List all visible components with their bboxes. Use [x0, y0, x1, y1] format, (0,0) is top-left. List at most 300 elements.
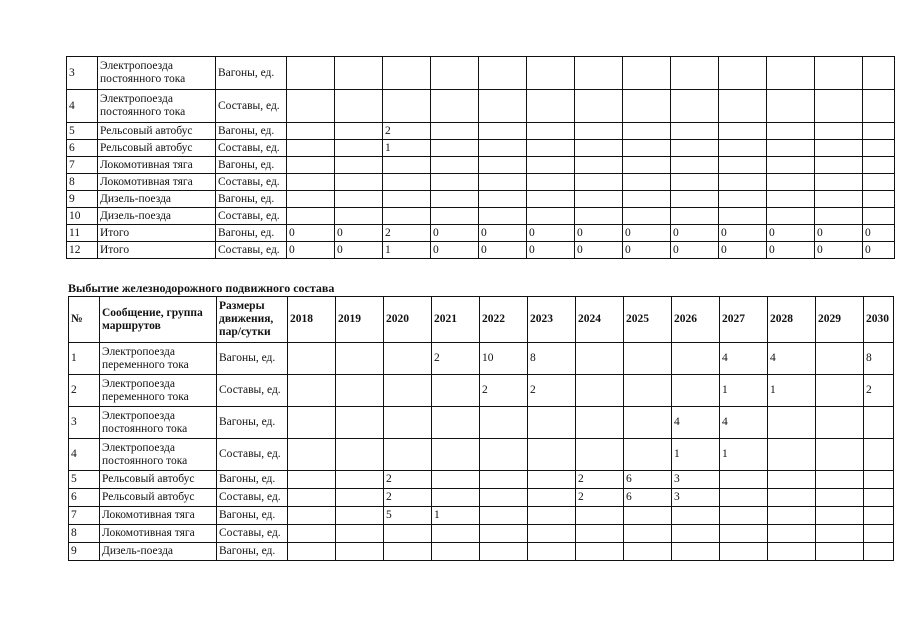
year-value [768, 439, 816, 471]
year-value [624, 439, 672, 471]
year-value: 0 [527, 225, 575, 242]
year-value: 2 [383, 225, 431, 242]
year-value [335, 123, 383, 140]
year-value [767, 174, 815, 191]
year-value [768, 489, 816, 507]
unit: Составы, ед. [216, 208, 287, 225]
year-value: 8 [528, 343, 576, 375]
year-value [768, 407, 816, 439]
row-number: 6 [69, 489, 100, 507]
year-value [815, 140, 863, 157]
year-value [864, 525, 894, 543]
route-name: Рельсовый автобус [100, 489, 217, 507]
header-year: 2019 [336, 297, 384, 343]
year-value [335, 208, 383, 225]
header-number: № [69, 297, 100, 343]
year-value: 0 [335, 242, 383, 259]
year-value [815, 174, 863, 191]
year-value [335, 57, 383, 90]
unit: Вагоны, ед. [217, 343, 288, 375]
header-year: 2025 [624, 297, 672, 343]
year-value [384, 343, 432, 375]
year-value: 3 [672, 471, 720, 489]
row-number: 8 [67, 174, 98, 191]
table-row [69, 439, 894, 471]
year-value: 0 [671, 225, 719, 242]
year-value [767, 140, 815, 157]
year-value: 2 [576, 471, 624, 489]
year-value: 2 [528, 375, 576, 407]
year-value: 1 [720, 439, 768, 471]
year-value [624, 375, 672, 407]
year-value [431, 191, 479, 208]
unit: Вагоны, ед. [216, 225, 287, 242]
year-value [719, 123, 767, 140]
year-value: 0 [479, 225, 527, 242]
year-value [767, 157, 815, 174]
year-value [527, 140, 575, 157]
route-name: Дизель-поезда [98, 208, 216, 225]
year-value [864, 507, 894, 525]
year-value: 4 [720, 407, 768, 439]
year-value: 0 [431, 242, 479, 259]
year-value [336, 543, 384, 561]
year-value [479, 208, 527, 225]
year-value: 4 [672, 407, 720, 439]
year-value [671, 191, 719, 208]
table-row [67, 208, 895, 225]
year-value [816, 489, 864, 507]
year-value [671, 157, 719, 174]
unit: Вагоны, ед. [216, 57, 287, 90]
year-value [527, 174, 575, 191]
year-value [623, 90, 671, 123]
year-value [575, 208, 623, 225]
year-value [816, 471, 864, 489]
year-value: 0 [335, 225, 383, 242]
year-value [431, 57, 479, 90]
year-value [719, 208, 767, 225]
year-value [767, 191, 815, 208]
table-row [67, 174, 895, 191]
table-row [69, 507, 894, 525]
year-value [383, 191, 431, 208]
table-row [67, 57, 895, 90]
year-value [864, 489, 894, 507]
route-name: Итого [98, 242, 216, 259]
year-value [527, 191, 575, 208]
year-value: 1 [383, 140, 431, 157]
year-value [432, 471, 480, 489]
year-value: 0 [287, 242, 335, 259]
year-value: 8 [864, 343, 894, 375]
unit: Вагоны, ед. [217, 407, 288, 439]
row-number: 3 [67, 57, 98, 90]
route-name: Электропоезда постоянного тока [98, 90, 216, 123]
table-row [67, 140, 895, 157]
route-name: Локомотивная тяга [100, 507, 217, 525]
year-value [384, 525, 432, 543]
year-value: 0 [719, 225, 767, 242]
table-row [69, 543, 894, 561]
year-value: 2 [480, 375, 528, 407]
year-value [480, 507, 528, 525]
year-value [624, 543, 672, 561]
year-value [576, 507, 624, 525]
year-value [336, 343, 384, 375]
year-value [671, 123, 719, 140]
year-value: 0 [287, 225, 335, 242]
year-value [816, 439, 864, 471]
year-value [672, 525, 720, 543]
year-value [527, 123, 575, 140]
year-value [671, 208, 719, 225]
year-value [335, 90, 383, 123]
year-value [335, 140, 383, 157]
year-value [287, 157, 335, 174]
year-value [479, 174, 527, 191]
year-value [815, 123, 863, 140]
year-value: 0 [479, 242, 527, 259]
year-value [287, 57, 335, 90]
route-name: Электропоезда постоянного тока [100, 439, 217, 471]
year-value [431, 90, 479, 123]
year-value [383, 90, 431, 123]
table-row [67, 191, 895, 208]
year-value: 0 [623, 225, 671, 242]
year-value [480, 489, 528, 507]
unit: Составы, ед. [217, 439, 288, 471]
year-value [335, 191, 383, 208]
year-value [671, 140, 719, 157]
year-value: 1 [432, 507, 480, 525]
year-value [672, 343, 720, 375]
row-number: 7 [67, 157, 98, 174]
year-value [383, 57, 431, 90]
year-value [432, 375, 480, 407]
year-value [432, 489, 480, 507]
year-value [527, 208, 575, 225]
year-value [623, 140, 671, 157]
row-number: 2 [69, 375, 100, 407]
row-number: 4 [69, 439, 100, 471]
year-value [384, 439, 432, 471]
table-row [67, 242, 895, 259]
route-name: Локомотивная тяга [100, 525, 217, 543]
unit: Вагоны, ед. [216, 191, 287, 208]
year-value: 0 [863, 225, 895, 242]
row-number: 12 [67, 242, 98, 259]
year-value [288, 489, 336, 507]
row-number: 5 [69, 471, 100, 489]
route-name: Дизель-поезда [100, 543, 217, 561]
year-value [720, 489, 768, 507]
year-value: 2 [384, 489, 432, 507]
year-value [623, 191, 671, 208]
year-value [815, 157, 863, 174]
unit: Составы, ед. [217, 375, 288, 407]
rolling-stock-table-continued [66, 56, 895, 259]
year-value [432, 525, 480, 543]
route-name: Электропоезда постоянного тока [98, 57, 216, 90]
year-value [863, 208, 895, 225]
year-value [575, 123, 623, 140]
year-value [336, 507, 384, 525]
year-value [527, 157, 575, 174]
year-value [816, 525, 864, 543]
year-value [431, 174, 479, 191]
year-value [287, 191, 335, 208]
unit: Составы, ед. [216, 140, 287, 157]
year-value [863, 174, 895, 191]
year-value [479, 157, 527, 174]
rolling-stock-retirement-table [68, 296, 894, 561]
header-year: 2018 [288, 297, 336, 343]
year-value [527, 57, 575, 90]
year-value [288, 507, 336, 525]
year-value [623, 123, 671, 140]
table-row [69, 525, 894, 543]
year-value: 0 [719, 242, 767, 259]
year-value [576, 343, 624, 375]
year-value [816, 343, 864, 375]
header-year: 2028 [768, 297, 816, 343]
year-value [864, 439, 894, 471]
year-value [720, 471, 768, 489]
year-value [816, 375, 864, 407]
year-value [527, 90, 575, 123]
header-year: 2022 [480, 297, 528, 343]
year-value [432, 543, 480, 561]
row-number: 10 [67, 208, 98, 225]
unit: Вагоны, ед. [217, 471, 288, 489]
year-value [288, 343, 336, 375]
year-value [528, 507, 576, 525]
header-year: 2029 [816, 297, 864, 343]
year-value [815, 57, 863, 90]
unit: Вагоны, ед. [216, 123, 287, 140]
year-value [624, 343, 672, 375]
year-value [336, 375, 384, 407]
year-value [336, 525, 384, 543]
route-name: Электропоезда постоянного тока [100, 407, 217, 439]
year-value: 0 [815, 242, 863, 259]
route-name: Локомотивная тяга [98, 174, 216, 191]
year-value [383, 174, 431, 191]
row-number: 7 [69, 507, 100, 525]
year-value: 1 [383, 242, 431, 259]
table-row [69, 471, 894, 489]
table-row [69, 343, 894, 375]
row-number: 9 [69, 543, 100, 561]
year-value [479, 123, 527, 140]
year-value [335, 174, 383, 191]
year-value [815, 208, 863, 225]
year-value [288, 375, 336, 407]
year-value [575, 174, 623, 191]
year-value [719, 57, 767, 90]
unit: Составы, ед. [216, 242, 287, 259]
route-name: Рельсовый автобус [100, 471, 217, 489]
route-name: Дизель-поезда [98, 191, 216, 208]
year-value [863, 157, 895, 174]
year-value [767, 123, 815, 140]
year-value [479, 90, 527, 123]
year-value [671, 174, 719, 191]
route-name: Электропоезда переменного тока [100, 343, 217, 375]
table-row [69, 407, 894, 439]
row-number: 8 [69, 525, 100, 543]
year-value [767, 57, 815, 90]
year-value [287, 123, 335, 140]
route-name: Электропоезда переменного тока [100, 375, 217, 407]
year-value: 1 [672, 439, 720, 471]
year-value [288, 525, 336, 543]
year-value [719, 90, 767, 123]
year-value [623, 57, 671, 90]
year-value [336, 489, 384, 507]
year-value [336, 471, 384, 489]
year-value [863, 191, 895, 208]
year-value [480, 407, 528, 439]
year-value: 0 [767, 225, 815, 242]
year-value: 0 [431, 225, 479, 242]
year-value [384, 375, 432, 407]
table-row [69, 489, 894, 507]
year-value [768, 525, 816, 543]
unit: Вагоны, ед. [216, 157, 287, 174]
year-value [480, 471, 528, 489]
year-value [864, 407, 894, 439]
year-value: 6 [624, 471, 672, 489]
year-value [528, 471, 576, 489]
year-value [431, 140, 479, 157]
year-value [575, 157, 623, 174]
year-value [815, 191, 863, 208]
row-number: 1 [69, 343, 100, 375]
unit: Вагоны, ед. [217, 507, 288, 525]
year-value: 0 [527, 242, 575, 259]
year-value [384, 407, 432, 439]
year-value [671, 57, 719, 90]
year-value [767, 208, 815, 225]
year-value [719, 174, 767, 191]
year-value: 2 [384, 471, 432, 489]
year-value [432, 439, 480, 471]
year-value [576, 525, 624, 543]
year-value [384, 543, 432, 561]
header-year: 2027 [720, 297, 768, 343]
year-value [528, 407, 576, 439]
year-value [623, 208, 671, 225]
year-value [863, 90, 895, 123]
year-value [288, 471, 336, 489]
year-value [575, 90, 623, 123]
year-value [768, 543, 816, 561]
year-value [624, 507, 672, 525]
year-value: 0 [767, 242, 815, 259]
year-value: 1 [720, 375, 768, 407]
year-value [335, 157, 383, 174]
year-value [287, 174, 335, 191]
table-row [67, 90, 895, 123]
year-value [479, 140, 527, 157]
year-value [576, 407, 624, 439]
year-value [624, 525, 672, 543]
year-value: 4 [720, 343, 768, 375]
table-row [69, 375, 894, 407]
year-value: 0 [575, 225, 623, 242]
year-value: 6 [624, 489, 672, 507]
row-number: 6 [67, 140, 98, 157]
year-value: 0 [671, 242, 719, 259]
year-value: 2 [383, 123, 431, 140]
year-value [431, 208, 479, 225]
row-number: 9 [67, 191, 98, 208]
year-value [479, 191, 527, 208]
year-value [575, 57, 623, 90]
unit: Вагоны, ед. [217, 543, 288, 561]
row-number: 3 [69, 407, 100, 439]
year-value: 2 [864, 375, 894, 407]
year-value [671, 90, 719, 123]
year-value [528, 543, 576, 561]
year-value [287, 208, 335, 225]
year-value: 10 [480, 343, 528, 375]
year-value [720, 507, 768, 525]
route-name: Рельсовый автобус [98, 123, 216, 140]
year-value [528, 439, 576, 471]
header-year: 2030 [864, 297, 894, 343]
year-value [575, 140, 623, 157]
table-title: Выбытие железнодорожного подвижного состава [68, 281, 335, 295]
table-row [67, 225, 895, 242]
year-value: 2 [576, 489, 624, 507]
route-name: Итого [98, 225, 216, 242]
year-value [864, 471, 894, 489]
year-value [431, 157, 479, 174]
year-value [431, 123, 479, 140]
year-value [576, 439, 624, 471]
route-name: Локомотивная тяга [98, 157, 216, 174]
year-value [383, 157, 431, 174]
year-value: 5 [384, 507, 432, 525]
year-value [528, 525, 576, 543]
year-value: 1 [768, 375, 816, 407]
year-value [768, 507, 816, 525]
year-value [719, 191, 767, 208]
year-value [816, 407, 864, 439]
year-value: 0 [623, 242, 671, 259]
year-value: 4 [768, 343, 816, 375]
year-value [816, 543, 864, 561]
row-number: 4 [67, 90, 98, 123]
year-value [768, 471, 816, 489]
year-value [863, 140, 895, 157]
header-year: 2021 [432, 297, 480, 343]
unit: Составы, ед. [216, 174, 287, 191]
year-value [576, 543, 624, 561]
year-value [720, 525, 768, 543]
year-value [479, 57, 527, 90]
year-value [767, 90, 815, 123]
year-value [287, 90, 335, 123]
header-year: 2023 [528, 297, 576, 343]
unit: Составы, ед. [217, 525, 288, 543]
year-value [336, 439, 384, 471]
route-name: Рельсовый автобус [98, 140, 216, 157]
unit: Составы, ед. [217, 489, 288, 507]
